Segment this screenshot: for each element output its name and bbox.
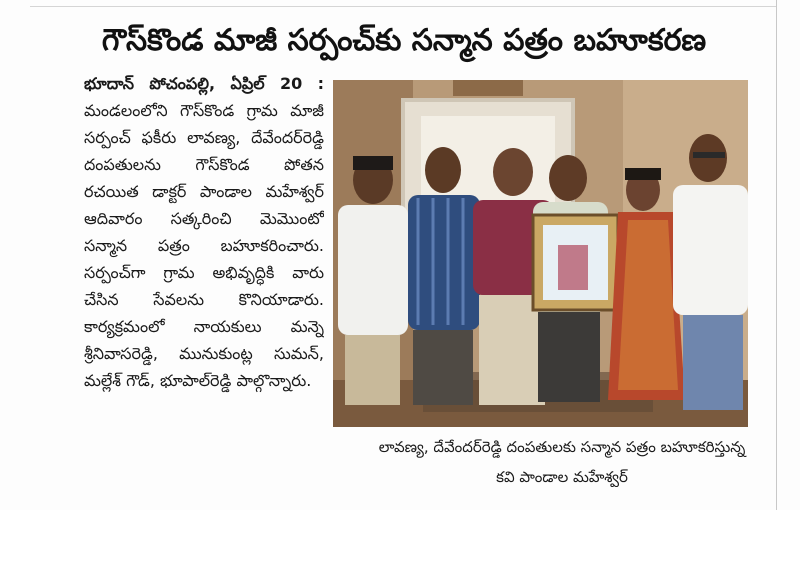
news-photo bbox=[333, 80, 748, 427]
headline: గౌస్‌కొండ మాజీ సర్పంచ్‌కు సన్మాన పత్రం బహూకరణ bbox=[101, 23, 707, 58]
column-rule bbox=[776, 0, 777, 510]
top-rule bbox=[30, 6, 776, 7]
article-body bbox=[84, 70, 324, 500]
dateline: భూదాన్ పోచంపల్లి, ఏప్రిల్ 20 : bbox=[84, 74, 324, 93]
photo-caption: లావణ్య, దేవేందర్‌రెడ్డి దంపతులకు సన్మాన పత్రం బహూకరిస్తున్న కవి పాండాల మహేశ్వర్ bbox=[378, 438, 746, 486]
photo-illustration bbox=[333, 80, 748, 427]
article-text: మండలంలోని గౌస్‌కొండ గ్రామ మాజీ సర్పంచ్ ఫకీరు లావణ్య, దేవేందర్‌రెడ్డి దంపతులను గౌస్‌కొండ పోతన రచయిత డాక్టర్ పాండాల మహేశ్వర్ ఆదివారం సత్కరించి మెమొంటో సన్మాన పత్రం బహూకరించారు. సర్పంచ్‌గా గ్రామ అభివృద్ధికి వారు చేసిన సేవలను కొనియాడారు. కార్యక్రమంలో నాయకులు మన్నె శ్రీనివాసరెడ్డి, మునుకుంట్ల సుమన్, మల్లేశ్ గౌడ్, భూపాల్‌రెడ్డి పాల్గొన్నారు. bbox=[84, 101, 324, 390]
shelf bbox=[453, 80, 523, 96]
memento-frame bbox=[533, 215, 618, 310]
